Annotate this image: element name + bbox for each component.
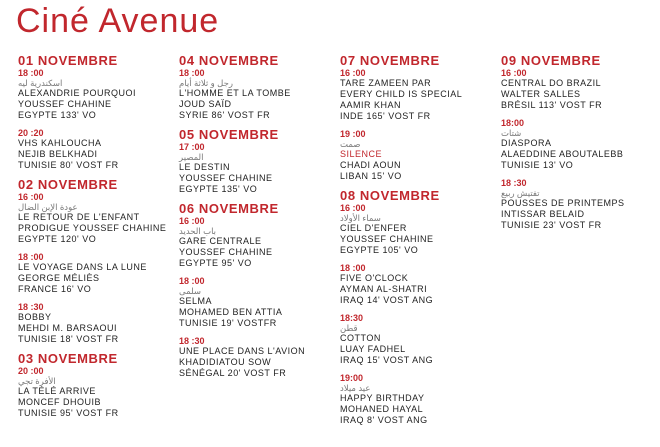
film-detail: TUNISIE 19' VOSTFR xyxy=(179,318,277,328)
screening-time: 18:00 xyxy=(501,118,525,128)
film-detail: IRAQ 15' VOST ANG xyxy=(340,355,434,365)
film-title: GARE CENTRALE xyxy=(179,236,262,246)
screening-time: 17 :00 xyxy=(179,142,205,152)
screening-time: 18 :30 xyxy=(501,178,527,188)
screening-entry xyxy=(18,68,176,121)
film-title: LA TÉLÉ ARRIVE xyxy=(18,386,96,396)
program-column xyxy=(340,54,498,433)
film-detail: TUNISIE 23' VOST FR xyxy=(501,220,602,230)
film-detail: TUNISIE 80' VOST FR xyxy=(18,160,119,170)
film-detail: LIBAN 15' VO xyxy=(340,171,402,181)
day-heading: 01 NOVEMBRE xyxy=(18,53,118,68)
film-title: COTTON xyxy=(340,333,381,343)
day-heading: 08 NOVEMBRE xyxy=(340,188,440,203)
film-detail: EGYPTE 133' VO xyxy=(18,110,97,120)
film-detail: TUNISIE 95' VOST FR xyxy=(18,408,119,418)
film-title: SILENCE xyxy=(340,149,383,159)
screening-time: 18 :00 xyxy=(18,252,44,262)
program-column xyxy=(501,54,659,238)
screening-time: 20 :00 xyxy=(18,366,44,376)
day-heading: 05 NOVEMBRE xyxy=(179,127,279,142)
film-detail: MOHANED HAYAL xyxy=(340,404,424,414)
film-detail: SYRIE 86' VOST FR xyxy=(179,110,271,120)
film-title: DIASPORA xyxy=(501,138,552,148)
arabic-title: سلمى xyxy=(179,286,201,296)
screening-entry xyxy=(18,128,176,171)
arabic-title: اسكندرية ليه xyxy=(18,78,63,88)
film-detail: EGYPTE 135' VO xyxy=(179,184,258,194)
film-detail: AAMIR KHAN xyxy=(340,100,402,110)
film-title: FIVE O'CLOCK xyxy=(340,273,409,283)
film-title: LE RETOUR DE L'ENFANT xyxy=(18,212,140,222)
film-title: HAPPY BIRTHDAY xyxy=(340,393,425,403)
screening-time: 19:00 xyxy=(340,373,364,383)
film-detail: EGYPTE 120' VO xyxy=(18,234,97,244)
arabic-title: رجل و ثلاثة أيام xyxy=(179,78,233,88)
screening-entry xyxy=(18,192,176,245)
film-detail: TUNISIE 13' VO xyxy=(501,160,574,170)
screening-time: 20 :20 xyxy=(18,128,44,138)
screening-entry xyxy=(340,129,498,182)
screening-entry xyxy=(18,302,176,345)
screening-entry xyxy=(179,216,337,269)
program-column xyxy=(18,54,176,426)
screening-entry xyxy=(501,178,659,231)
arabic-title: المصير xyxy=(179,152,204,162)
film-detail: TUNISIE 18' VOST FR xyxy=(18,334,119,344)
program-column xyxy=(179,54,337,386)
film-detail: IRAQ 8' VOST ANG xyxy=(340,415,428,425)
film-detail: GEORGE MÉLIÈS xyxy=(18,273,100,283)
screening-time: 18 :00 xyxy=(179,276,205,286)
film-detail: IRAQ 14' VOST ANG xyxy=(340,295,434,305)
film-title: L'HOMME ET LA TOMBE xyxy=(179,88,291,98)
screening-entry xyxy=(501,118,659,171)
film-title: CENTRAL DO BRAZIL xyxy=(501,78,602,88)
screening-time: 19 :00 xyxy=(340,129,366,139)
screening-time: 16 :00 xyxy=(340,68,366,78)
screening-time: 18:30 xyxy=(340,313,364,323)
arabic-title: عودة الإبن الضال xyxy=(18,202,78,212)
screening-time: 16 :00 xyxy=(18,192,44,202)
screening-entry xyxy=(501,68,659,111)
screening-time: 18 :00 xyxy=(18,68,44,78)
arabic-title: سماء الأولاد xyxy=(340,213,381,223)
film-detail: MONCEF DHOUIB xyxy=(18,397,101,407)
film-detail: SÉNÉGAL 20' VOST FR xyxy=(179,368,287,378)
film-title: POUSSES DE PRINTEMPS xyxy=(501,198,625,208)
film-detail: NEJIB BELKHADI xyxy=(18,149,98,159)
film-detail: PRODIGUE YOUSSEF CHAHINE xyxy=(18,223,167,233)
screening-entry xyxy=(340,313,498,366)
arabic-title: عيد ميلاد xyxy=(340,383,371,393)
page-title: Ciné Avenue xyxy=(16,2,220,40)
film-title: TARE ZAMEEN PAR xyxy=(340,78,432,88)
film-detail: INDE 165' VOST FR xyxy=(340,111,431,121)
screening-time: 18 :30 xyxy=(18,302,44,312)
film-title: UNE PLACE DANS L'AVION xyxy=(179,346,306,356)
screening-time: 16 :00 xyxy=(340,203,366,213)
film-detail: MOHAMED BEN ATTIA xyxy=(179,307,283,317)
film-detail: INTISSAR BELAID xyxy=(501,209,585,219)
screening-entry xyxy=(18,252,176,295)
day-heading: 06 NOVEMBRE xyxy=(179,201,279,216)
screening-entry xyxy=(340,263,498,306)
screening-time: 18 :30 xyxy=(179,336,205,346)
arabic-title: صمت xyxy=(340,139,361,149)
film-detail: JOUD SAÏD xyxy=(179,99,232,109)
screening-entry xyxy=(340,373,498,426)
film-title: LE DESTIN xyxy=(179,162,231,172)
day-heading: 04 NOVEMBRE xyxy=(179,53,279,68)
screening-entry xyxy=(340,68,498,122)
film-detail: YOUSSEF CHAHINE xyxy=(179,173,273,183)
arabic-title: تفتيش ربيع xyxy=(501,188,540,198)
film-detail: AYMAN AL-SHATRI xyxy=(340,284,428,294)
screening-entry xyxy=(340,203,498,256)
film-title: BOBBY xyxy=(18,312,52,322)
screening-entry xyxy=(179,336,337,379)
film-detail: BRÉSIL 113' VOST FR xyxy=(501,100,603,110)
film-detail: LUAY FADHEL xyxy=(340,344,406,354)
film-detail: YOUSSEF CHAHINE xyxy=(179,247,273,257)
film-detail: YOUSSEF CHAHINE xyxy=(18,99,112,109)
day-heading: 07 NOVEMBRE xyxy=(340,53,440,68)
film-detail: MEHDI M. BARSAOUI xyxy=(18,323,118,333)
film-title: ALEXANDRIE POURQUOI xyxy=(18,88,137,98)
film-detail: KHADIDIATOU SOW xyxy=(179,357,272,367)
screening-time: 18 :00 xyxy=(340,263,366,273)
arabic-title: الأفرة تجي xyxy=(18,376,56,386)
film-title: LE VOYAGE DANS LA LUNE xyxy=(18,262,147,272)
arabic-title: شتات xyxy=(501,128,522,138)
film-title: VHS KAHLOUCHA xyxy=(18,138,102,148)
screening-entry xyxy=(179,276,337,329)
film-detail: FRANCE 16' VO xyxy=(18,284,92,294)
screening-time: 16 :00 xyxy=(179,216,205,226)
film-detail: EGYPTE 105' VO xyxy=(340,245,419,255)
screening-entry xyxy=(179,68,337,121)
film-detail: YOUSSEF CHAHINE xyxy=(340,234,434,244)
film-detail: CHADI AOUN xyxy=(340,160,402,170)
screening-entry xyxy=(179,142,337,195)
film-detail: EVERY CHILD IS SPECIAL xyxy=(340,89,463,99)
film-title: CIEL D'ENFER xyxy=(340,223,407,233)
film-detail: EGYPTE 95' VO xyxy=(179,258,252,268)
day-heading: 02 NOVEMBRE xyxy=(18,177,118,192)
film-detail: WALTER SALLES xyxy=(501,89,581,99)
day-heading: 09 NOVEMBRE xyxy=(501,53,601,68)
arabic-title: باب الحديد xyxy=(179,226,217,236)
screening-time: 16 :00 xyxy=(501,68,527,78)
film-title: SELMA xyxy=(179,296,213,306)
day-heading: 03 NOVEMBRE xyxy=(18,351,118,366)
film-detail: ALAEDDINE ABOUTALEBB xyxy=(501,149,624,159)
screening-time: 18 :00 xyxy=(179,68,205,78)
screening-entry xyxy=(18,366,176,419)
arabic-title: قطن xyxy=(340,323,358,333)
